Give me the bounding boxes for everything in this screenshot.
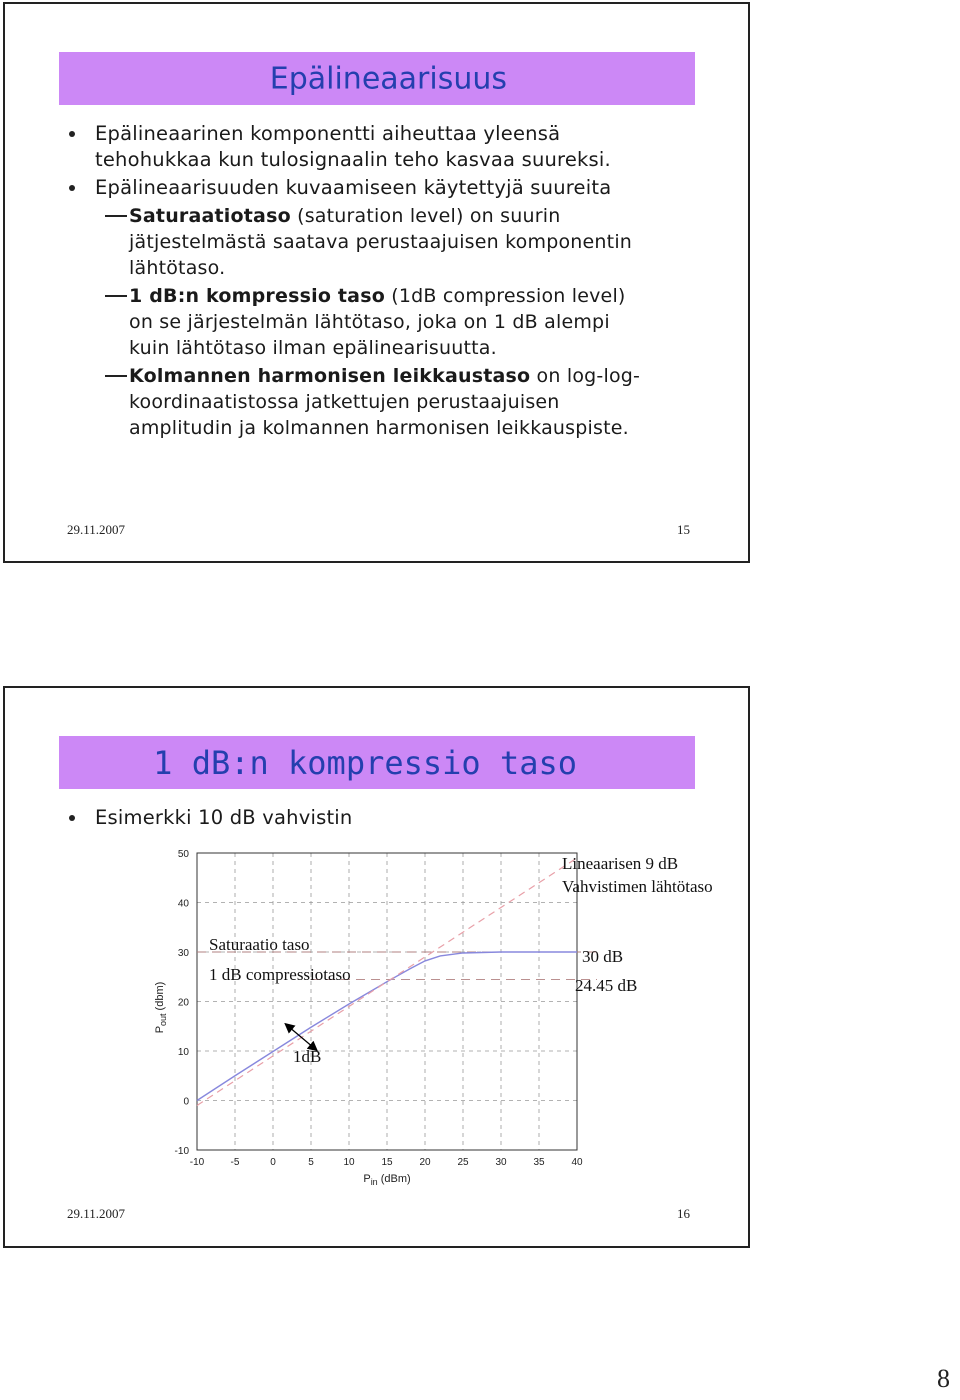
slide-number: 16 — [677, 1206, 690, 1221]
y-tick-label: 40 — [177, 898, 189, 910]
bullet-text-1 — [95, 121, 611, 173]
x-tick-label: -10 — [189, 1157, 205, 1168]
bullet-dot — [69, 185, 75, 191]
one-db-arrow — [288, 1026, 314, 1048]
chart-grid — [197, 853, 577, 1150]
y-label-main: P — [154, 1025, 166, 1034]
term-intercept: Kolmannen harmonisen leikkaustaso — [129, 365, 531, 387]
term-saturation: Saturaatiotaso — [129, 205, 291, 227]
x-label-unit: (dBm) — [380, 1173, 411, 1185]
x-tick-label: -5 — [230, 1157, 240, 1168]
y-axis-label — [154, 982, 168, 1034]
sub2-line-1: (1dB compression level) — [384, 285, 626, 307]
bullet-text: Esimerkki 10 dB vahvistin — [95, 806, 353, 829]
x-tick-label: 40 — [571, 1157, 583, 1168]
tick-labels — [175, 849, 583, 1168]
x-tick-label: 5 — [308, 1157, 314, 1168]
slide-title: 1 dB:n kompressio taso — [153, 743, 577, 782]
y-tick-label: 30 — [177, 948, 189, 959]
y-tick-label: 10 — [177, 1047, 189, 1058]
x-tick-label: 35 — [533, 1157, 545, 1168]
slide-title-bar — [59, 52, 695, 105]
y-tick-label: 0 — [183, 1096, 189, 1108]
slide-date: 29.11.2007 — [67, 1206, 126, 1221]
slide-16 — [3, 686, 750, 1248]
page-number: 8 — [937, 1364, 950, 1393]
sub-bullet-dash — [105, 375, 127, 377]
sub1-line-2: jätjestelmästä saatava perustaajuisen komponentin — [129, 231, 633, 253]
x-tick-label: 25 — [457, 1157, 469, 1168]
bullet-1-line-2: tehohukkaa kun tulosignaalin teho kasvaa suureksi. — [95, 148, 611, 171]
slide-date: 29.11.2007 — [67, 522, 126, 537]
x-axis-label — [363, 1173, 410, 1187]
y-tick-label: 20 — [177, 997, 189, 1009]
annotation-sat-value: 30 dB — [582, 947, 624, 966]
bullet-dot — [69, 131, 75, 137]
sub2-line-3: kuin lähtötaso ilman epälinearisuutta. — [129, 337, 497, 359]
x-tick-label: 20 — [419, 1157, 431, 1168]
sub-bullet-dash — [105, 295, 127, 297]
bullet-text-2: Epälineaarisuuden kuvaamiseen käytettyjä suureita — [95, 176, 612, 199]
sub3-line-3: amplitudin ja kolmannen harmonisen leikkauspiste. — [129, 417, 629, 439]
sub-bullet-saturation — [129, 203, 632, 281]
compression-chart — [5, 688, 748, 1246]
x-tick-label: 15 — [381, 1157, 393, 1168]
y-label-sub: out — [158, 1013, 168, 1026]
y-tick-label: -10 — [174, 1146, 189, 1157]
sub-bullet-compression — [129, 283, 626, 361]
x-tick-label: 30 — [495, 1157, 507, 1168]
annotation-linear-1: Lineaarisen 9 dB — [562, 854, 679, 873]
x-tick-label: 0 — [270, 1157, 276, 1168]
term-compression: 1 dB:n kompressio taso — [129, 285, 385, 307]
annotation-comp-value: 24.45 dB — [575, 976, 638, 995]
annotation-one-db: 1dB — [293, 1047, 322, 1066]
sub3-line-2: koordinaatistossa jatkettujen perustaajuisen — [129, 391, 560, 413]
slide-title: Epälineaarisuus — [269, 61, 507, 96]
slide-number: 15 — [677, 522, 690, 537]
y-label-unit: (dbm) — [154, 981, 166, 1011]
sub-bullet-dash — [105, 215, 127, 217]
annotation-saturation: Saturaatio taso — [209, 935, 310, 954]
sub3-line-1: on log-log- — [530, 365, 641, 387]
x-label-sub: in — [370, 1177, 378, 1187]
y-tick-label: 50 — [177, 849, 189, 860]
sub1-line-3: lähtötaso. — [129, 257, 226, 279]
sub2-line-2: on se järjestelmän lähtötaso, joka on 1 dB alempi — [129, 311, 610, 333]
annotation-compression: 1 dB compressiotaso — [209, 965, 351, 984]
slide-15 — [3, 2, 750, 563]
x-tick-label: 10 — [343, 1157, 355, 1168]
sub-bullet-intercept — [129, 363, 640, 441]
sub1-line-1: (saturation level) on suurin — [290, 205, 561, 227]
bullet-1-line-1: Epälineaarinen komponentti aiheuttaa yleensä — [95, 122, 561, 145]
x-label-main: P — [363, 1173, 371, 1185]
annotation-linear-2: Vahvistimen lähtötaso — [562, 877, 713, 896]
